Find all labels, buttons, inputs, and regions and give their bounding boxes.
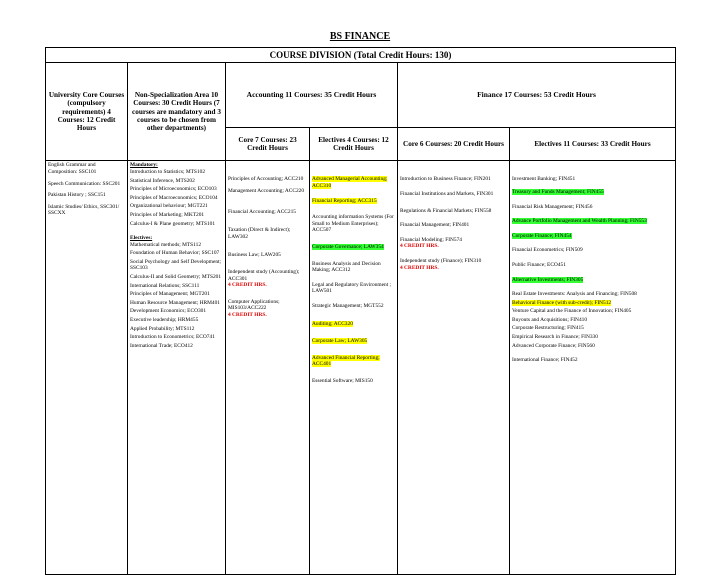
course-item: Advanced Corporate Finance; FIN560 — [512, 342, 595, 349]
course-item: Independent study (Accounting); ACC301 — [228, 268, 300, 282]
course-item: Financial Modeling; FIN574 — [400, 236, 462, 243]
course-item: Strategic Management; MGT552 — [312, 302, 384, 309]
course-item — [312, 244, 395, 251]
course-item: Computer Applications; MIS103/ACC222 — [228, 298, 280, 312]
mandatory-label: Mandatory: — [130, 162, 158, 169]
course-item: Management Accounting; ACC220 — [228, 187, 305, 194]
non-specialization-cell — [128, 161, 226, 575]
course-item: Investment Banking; FIN451 — [512, 176, 576, 183]
course-item: Principles of Marketing; MKT201 — [130, 211, 205, 218]
highlighted-course: Corporate Finance; FIN454 — [512, 232, 572, 239]
course-item — [312, 321, 395, 328]
course-item: Pakistan History ; SSC151 — [48, 192, 106, 199]
course-item: Speech Communication: SSC201 — [48, 180, 121, 187]
division-title: COURSE DIVISION (Total Credit Hours: 130) — [46, 48, 676, 63]
course-item: English Grammar and Composition: SSC101 — [48, 162, 97, 175]
course-item: Accounting information Systems (For Small to Medium Enterprises); ACC507 — [312, 214, 394, 234]
accounting-core-cell — [226, 161, 310, 575]
course-item: Taxation (Direct & Indirect); LAW302 — [228, 227, 291, 240]
course-item: Islamic Studies/ Ethics, SSC301/ SSCXX — [48, 203, 120, 217]
highlighted-course: Corporate Governance; LAW354 — [312, 243, 384, 250]
course-item — [512, 233, 673, 240]
finance-electives-cell — [510, 161, 676, 575]
course-item: Organizational behaviour; MGT221 — [130, 203, 208, 210]
accounting-core-header: Core 7 Courses: 23 Credit Hours — [226, 128, 310, 161]
finance-electives-header: Electives 11 Courses: 33 Credit Hours — [510, 128, 676, 161]
highlighted-course: Alternative Investments; FIN305 — [512, 276, 584, 283]
course-item — [312, 198, 395, 205]
course-item: Empirical Research in Finance; FIN330 — [512, 334, 598, 341]
highlighted-course: Behavioral Finance (with sub-credit); FIN512 — [512, 299, 612, 306]
highlighted-course: Corporate Law; LAW305 — [312, 338, 368, 345]
highlighted-course: Advanced Managerial Accounting; ACC310 — [312, 176, 388, 189]
document-title: BS FINANCE — [329, 31, 391, 42]
course-item: Legal and Regulatory Environment ; LAW501 — [312, 281, 392, 295]
course-item: Introduction to Statistics; MTS102 — [130, 168, 206, 175]
accounting-electives-cell — [310, 161, 398, 575]
course-item: Business Analysis and Decision Making; ACC312 — [312, 260, 381, 274]
finance-core-header: Core 6 Courses: 20 Credit Hours — [398, 128, 510, 161]
course-item: Calculus-I & Plane geometry; MTS101 — [130, 220, 216, 227]
course-item: Financial Management; FIN401 — [400, 222, 470, 229]
electives-label: Electives: — [130, 235, 153, 242]
course-item: Public Finance; ECO451 — [512, 261, 566, 268]
course-item: Foundation of Human Behavior; SSC107 — [130, 250, 220, 257]
course-item: Regulations & Financial Markets; FIN558 — [400, 207, 492, 214]
course-item: Executive leadership; HRM455 — [130, 317, 199, 324]
course-item: Independent study (Finance); FIN310 — [400, 257, 482, 264]
course-item: Introduction to Business Finance; FIN201 — [400, 176, 491, 183]
highlighted-course: Treasury and Funds Management; FIN455 — [512, 188, 604, 195]
finance-header: Finance 17 Courses: 53 Credit Hours — [398, 63, 676, 128]
course-item: Principles of Microeconomics; ECO103 — [130, 186, 217, 193]
non-specialization-header: Non-Specialization Area 10 Courses: 30 Credit Hours (7 courses are mandatory and 3 courses to be chosen from other departments) — [128, 63, 226, 161]
course-item: Mathematical methods; MTS112 — [130, 241, 202, 248]
course-item — [512, 277, 673, 284]
course-item — [312, 338, 395, 345]
highlighted-course: Advanced Financial Reporting; ACC401 — [312, 354, 380, 368]
course-item — [512, 218, 673, 225]
credit-note: 4 CREDIT HRS. — [400, 264, 439, 271]
course-item: Financial Risk Management; FIN456 — [512, 203, 593, 210]
course-item: Development Economics; ECO301 — [130, 308, 207, 315]
course-item: Buyouts and Acquisitions; FIN410 — [512, 316, 588, 323]
course-item: Financial Institutions and Markets, FIN301 — [400, 190, 494, 197]
course-item: Principles of Macroeconomics; ECO104 — [130, 194, 218, 201]
course-item: Corporate Restructuring; FIN415 — [512, 325, 584, 332]
course-division-table — [45, 47, 676, 575]
highlighted-course: Auditing; ACC320 — [312, 321, 353, 328]
course-item: Venture Capital and the Finance of Innovation; FIN405 — [512, 308, 632, 315]
highlighted-course: Advance Portfolio Management and Wealth Planning; FIN553 — [512, 218, 647, 225]
course-item: Principles of Accounting; ACC210 — [228, 176, 304, 183]
university-core-cell — [46, 161, 128, 575]
course-item: Human Resource Management; HRM401 — [130, 299, 220, 306]
course-item: Real Estate Investments: Analysis and Financing; FIN508 — [512, 291, 637, 298]
course-item — [312, 355, 395, 368]
course-item: Business Law; LAW205 — [228, 252, 281, 259]
course-item: International Relations; SSC111 — [130, 282, 200, 289]
university-core-header: University Core Courses (compulsory requirements) 4 Courses: 12 Credit Hours — [46, 63, 128, 161]
highlighted-course: Financial Reporting; ACC315 — [312, 197, 377, 204]
course-item — [512, 300, 673, 307]
course-item: Essential Software; MIS150 — [312, 377, 373, 384]
course-item: Financial Econometrics; FIN509 — [512, 247, 583, 254]
credit-note: 4 CREDIT HRS. — [400, 243, 439, 250]
accounting-electives-header: Electives 4 Courses: 12 Credit Hours — [310, 128, 398, 161]
course-item: Calculus-II and Solid Geometry; MTS201 — [130, 274, 222, 281]
course-item: Financial Accounting; ACC215 — [228, 208, 296, 215]
course-item: Applied Probability; MTS112 — [130, 325, 195, 332]
course-item: Introduction to Econometrics; ECO741 — [130, 334, 215, 341]
course-item: International Finance; FIN452 — [512, 357, 578, 364]
credit-note: 4 CREDIT HRS. — [228, 311, 267, 318]
course-item: Principles of Management; MGT201 — [130, 291, 210, 298]
course-item: Statistical Inference, MTS202 — [130, 177, 195, 184]
credit-note: 4 CREDIT HRS. — [228, 282, 267, 289]
course-item — [512, 189, 673, 196]
course-item: Social Psychology and Self Development; SSC103 — [130, 258, 222, 272]
finance-core-cell — [398, 161, 510, 575]
accounting-header: Accounting 11 Courses: 35 Credit Hours — [226, 63, 398, 128]
course-item: International Trade; ECO412 — [130, 342, 193, 349]
course-item — [312, 176, 395, 189]
